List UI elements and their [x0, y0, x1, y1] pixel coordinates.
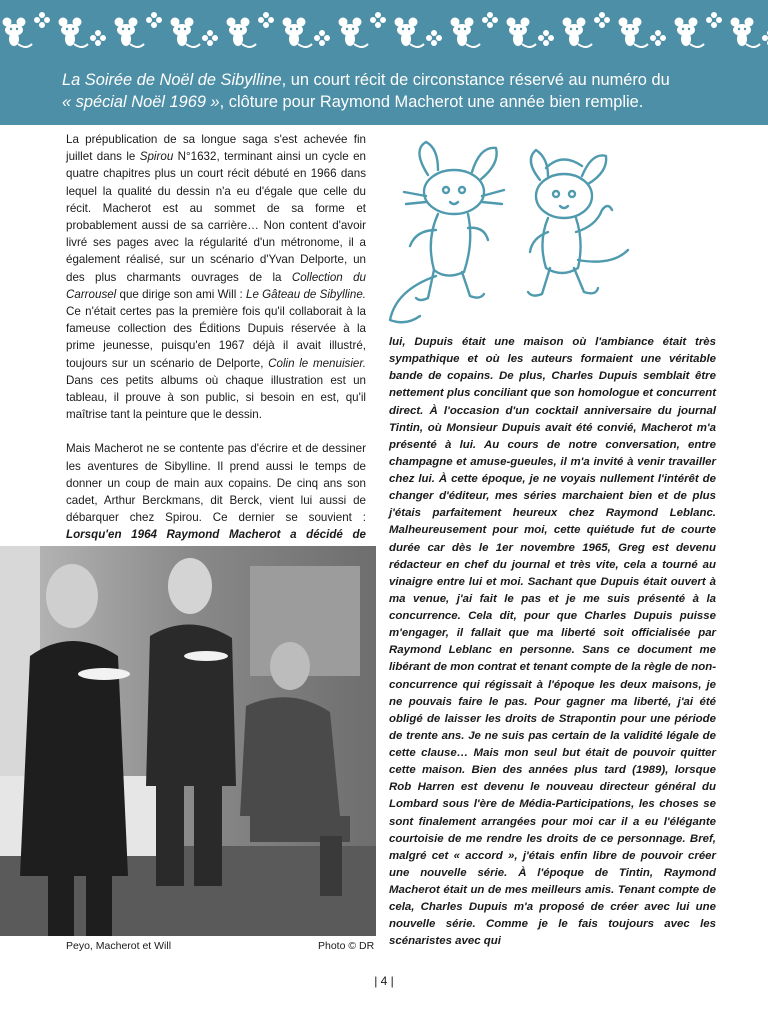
left-column — [66, 131, 366, 595]
photo-caption: Peyo, Macherot et Will — [66, 940, 172, 952]
border-flower-icon — [538, 30, 554, 46]
border-mouse-icon — [507, 18, 537, 48]
intro-segment: , un court récit de circonstance réservé au numéro du — [281, 71, 670, 89]
intro-issue-title: « spécial Noël 1969 » — [62, 93, 220, 111]
intro-segment-end: , clôture pour Raymond Macherot une année bien remplie. — [219, 93, 644, 111]
photo-credit: Photo © DR — [318, 940, 375, 952]
border-mouse-icon — [283, 18, 313, 48]
border-mouse-icon — [115, 18, 145, 48]
text-run: Ce n'était certes pas la première fois qu'il collaborait à la fameuse collection des Éditions Dupuis réservée à la prime jeunesse, puisqu'en 1967 déjà il avait illustré, toujours sur un scénario de Delporte, — [66, 305, 366, 370]
quote-run: Lorsqu'en 1964 Raymond Macherot a décidé de — [66, 528, 366, 542]
text-run: Dans ces petits albums où chaque illustration est un tableau, il prouve à son public, si besoin en est, qu'il maîtrise tant la peinture que le dessin. — [66, 373, 366, 422]
text-run: N°1632, terminant ainsi un cycle en quatre chapitres plus un court récit débuté en 1966 dans lequel la qualité du dessin n'a eu d'égale que celle du récit. Macherot est au sommet de sa forme et probablement aussi de sa carrière… Non content d'avoir livré ses pages avec la régularité d'un métronome, il a également réalisé, sur un scénario d'Yvan Delporte, un des plus charmants ouvrages de la — [66, 150, 366, 284]
border-flower-icon — [426, 30, 442, 46]
intro-story-title: La Soirée de Noël de Sibylline — [62, 71, 282, 89]
border-flower-icon — [594, 12, 610, 28]
border-flower-icon — [370, 12, 386, 28]
border-mouse-icon — [3, 18, 33, 48]
text-run-italic: Colin le menuisier. — [268, 356, 366, 370]
border-flower-icon — [706, 12, 722, 28]
text-run-italic: Spirou — [139, 150, 174, 164]
border-mouse-icon — [227, 18, 257, 48]
border-flower-icon — [90, 30, 106, 46]
border-mouse-icon — [395, 18, 425, 48]
border-mouse-icon — [619, 18, 649, 48]
text-run: Mais Macherot ne se contente pas d'écrire et de dessiner les aventures de Sibylline. Il prend aussi le temps de donner un coup de main aux copains. De cinq ans son cadet, Arthur Berckmans, dit Berck, vient lui aussi de débarquer chez Spirou. Ce dernier se souvient : — [66, 442, 366, 525]
border-flower-icon — [146, 12, 162, 28]
border-mouse-icon — [59, 18, 89, 48]
intro-text — [62, 69, 742, 113]
border-flower-icon — [762, 30, 768, 46]
text-run-italic: Collection du Carrousel — [66, 270, 367, 301]
text-run: que dirige son ami Will : — [116, 287, 247, 301]
border-mouse-icon — [171, 18, 201, 48]
border-flower-icon — [34, 12, 50, 28]
border-flower-icon — [482, 12, 498, 28]
border-flower-icon — [202, 30, 218, 46]
text-run-italic: Le Gâteau de Sibylline. — [246, 287, 366, 301]
border-mouse-icon — [731, 18, 761, 48]
border-flower-icon — [314, 30, 330, 46]
mouse-border-icon — [0, 6, 768, 52]
border-mouse-icon — [563, 18, 593, 48]
text-run: La prépublication de sa longue saga s'est achevée fin juillet dans le — [66, 133, 366, 164]
photo-peyo-macherot-will — [0, 546, 376, 936]
border-mouse-icon — [451, 18, 481, 48]
border-mouse-icon — [675, 18, 705, 48]
border-flower-icon — [650, 30, 666, 46]
page-number: | 4 | — [374, 974, 394, 988]
border-flower-icon — [258, 12, 274, 28]
paragraph-1 — [66, 131, 366, 423]
mouse-sketch-icon — [376, 130, 716, 330]
border-mouse-icon — [339, 18, 369, 48]
header-banner — [0, 0, 768, 125]
right-column-quote: lui, Dupuis était une maison où l'ambiance était très sympathique et où les auteurs formaient une véritable bande de copains. De plus, Charles Dupuis semblait être nettement plus conciliant que son homologue et concurrent direct. À l'occasion d'un cocktail anniversaire du journal Tintin, où Monsieur Dupuis avait été convié, Macherot m'a présenté à lui. Au cours de notre conversation, entre champagne et amuse-gueules, il m'a invité à venir travailler chez lui. À cette époque, je ne voyais nullement l'intérêt de changer d'éditeur, mes séries marchaient bien et de plus j'étais parfaitement heureux chez Raymond Leblanc. Malheureusement pour moi, cette quiétude fut de courte durée car dès le 1er novembre 1965, Greg est devenu rédacteur en chef du journal et très vite, cela a tourné au vinaigre entre lui et moi. Sachant que Dupuis était ouvert à ma venue, j'ai fait le pas et je me suis présenté à la concurrence. Cela dit, pour que Charles Dupuis puisse m'engager, il fallait que ma liberté soit officialisée par Raymond Leblanc en personne. Sans ce document me libérant de mon contrat et tenant compte de la règle de non-concurrence qui régissait à l'époque les deux maisons, je ne pouvais faire le pas. Pour gagner ma liberté, j'ai été obligé de laisser les droits de Strapontin pour une période de trente ans. Je ne suis pas certain de la validité légale de cette clause… Mais mon seul but était de pouvoir quitter cette maison. Bien des années plus tard (1989), lorsque Rob Harren est devenu le nouveau directeur général du Lombard sous l'ère de Média-Participations, les choses se sont finalement arrangées pour moi car il a eu l'élégante courtoisie de me rendre les droits de ce personnage. Bref, malgré cet « accord », j'étais enfin libre de pouvoir créer une nouvelle série. À l'époque de Tintin, Raymond Macherot était un de mes meilleurs amis. Tenant compte de cela, Charles Dupuis m'a proposé de créer avec lui une nouvelle série. Comme je le fais toujours avec les scénaristes avec qui — [389, 336, 716, 948]
